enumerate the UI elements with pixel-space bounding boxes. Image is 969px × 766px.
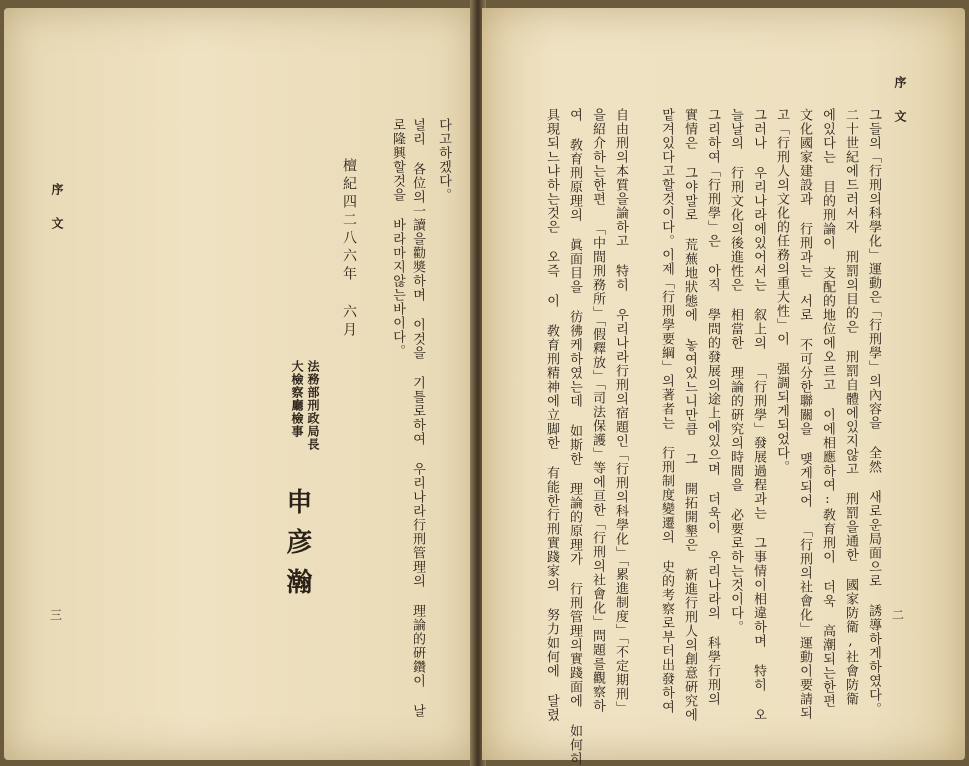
- text-line: 그리하여「行刑學」은 아직 學問的發展의途上에있으며 더욱이 우리나라의 科學行刑의: [705, 108, 720, 706]
- text-line: 그러나 우리나라에있어서는 叙上의 「行刑學」發展過程과는 그事情이相違하며 特히 오: [751, 108, 766, 722]
- text-line: 그들의「行刑의科學化」運動은「行刑學」의內容을 全然 새로운局面으로 誘導하게하였다。: [866, 108, 881, 716]
- text-line: 로隆興할것을 바라마지않는바이다。: [390, 118, 405, 358]
- text-line: 널리 各位의一讀을勸奬하며 이것을 기틀로하여 우리나라行刑管理의 理論的硏鑽이 날: [410, 118, 425, 718]
- text-line: 을紹介하는한편 「中間刑務所」「假釋放」「司法保護」等에亘한「行刑의社會化」問題를觀察하: [590, 108, 605, 713]
- text-line: 自由刑의本質을論하고 特히 우리나라行刑의宿題인「行刑의科學化」「累進制度」「不定期刑」: [613, 108, 628, 715]
- author-title-1: 法務部刑政局長: [306, 360, 320, 451]
- text-line: 고「行刑人의文化的任務의重大性」이 强調되게되었다。: [774, 108, 789, 474]
- left-page: [4, 8, 474, 760]
- text-line: 에있다는 目的刑論이 支配的地位에오르고 이에相應하여:敎育刑이 더욱 高潮되는한편: [820, 108, 835, 708]
- text-line: 다고하겠다。: [436, 118, 451, 202]
- author-title-2: 大檢察廳檢事: [290, 360, 304, 438]
- running-head-left: 序 文: [50, 183, 64, 233]
- text-line: 二十世紀에드러서자 刑罰의目的은 刑罰自體에있지않고 刑罰을通한 國家防衛,社會防衛: [843, 108, 858, 706]
- page-number-right: 二: [892, 608, 905, 622]
- page-number-left: 三: [50, 608, 63, 622]
- preface-date: 檀紀四二八六年 六月: [341, 158, 357, 340]
- running-head-right: 序 文: [893, 76, 907, 126]
- text-line: 文化國家建設과 行刑과는 서로 不可分한聯關을 맺게되어 「行刑의社會化」運動이要請되: [797, 108, 812, 720]
- right-page: [482, 8, 965, 766]
- author-name: 申彦瀚: [282, 488, 312, 608]
- text-line: 늘날의 行刑文化의後進性은 相當한 理論的硏究의時間을 必要로하는것이다。: [728, 108, 743, 634]
- text-line: 맡겨있다고할것이다。이제「行刑學要綱」의著者는 行刑制度變遷의 史的考察로부터出發하여: [659, 108, 674, 714]
- text-line: 여 敎育刑原理의 眞面目을 彷彿케하였는데 如斯한 理論的原理가 行刑管理의實踐面에 如何히: [567, 108, 582, 766]
- text-line: 實情은 그야말로 荒蕪地狀態에 놓여있느니만큼 그 開拓開墾은 新進行刑人의創意硏究에: [682, 108, 697, 722]
- text-line: 具現되느냐하는것은 오즉 이 敎育刑精神에立脚한 有能한行刑實踐家의 努力如何에 달렸: [544, 108, 559, 722]
